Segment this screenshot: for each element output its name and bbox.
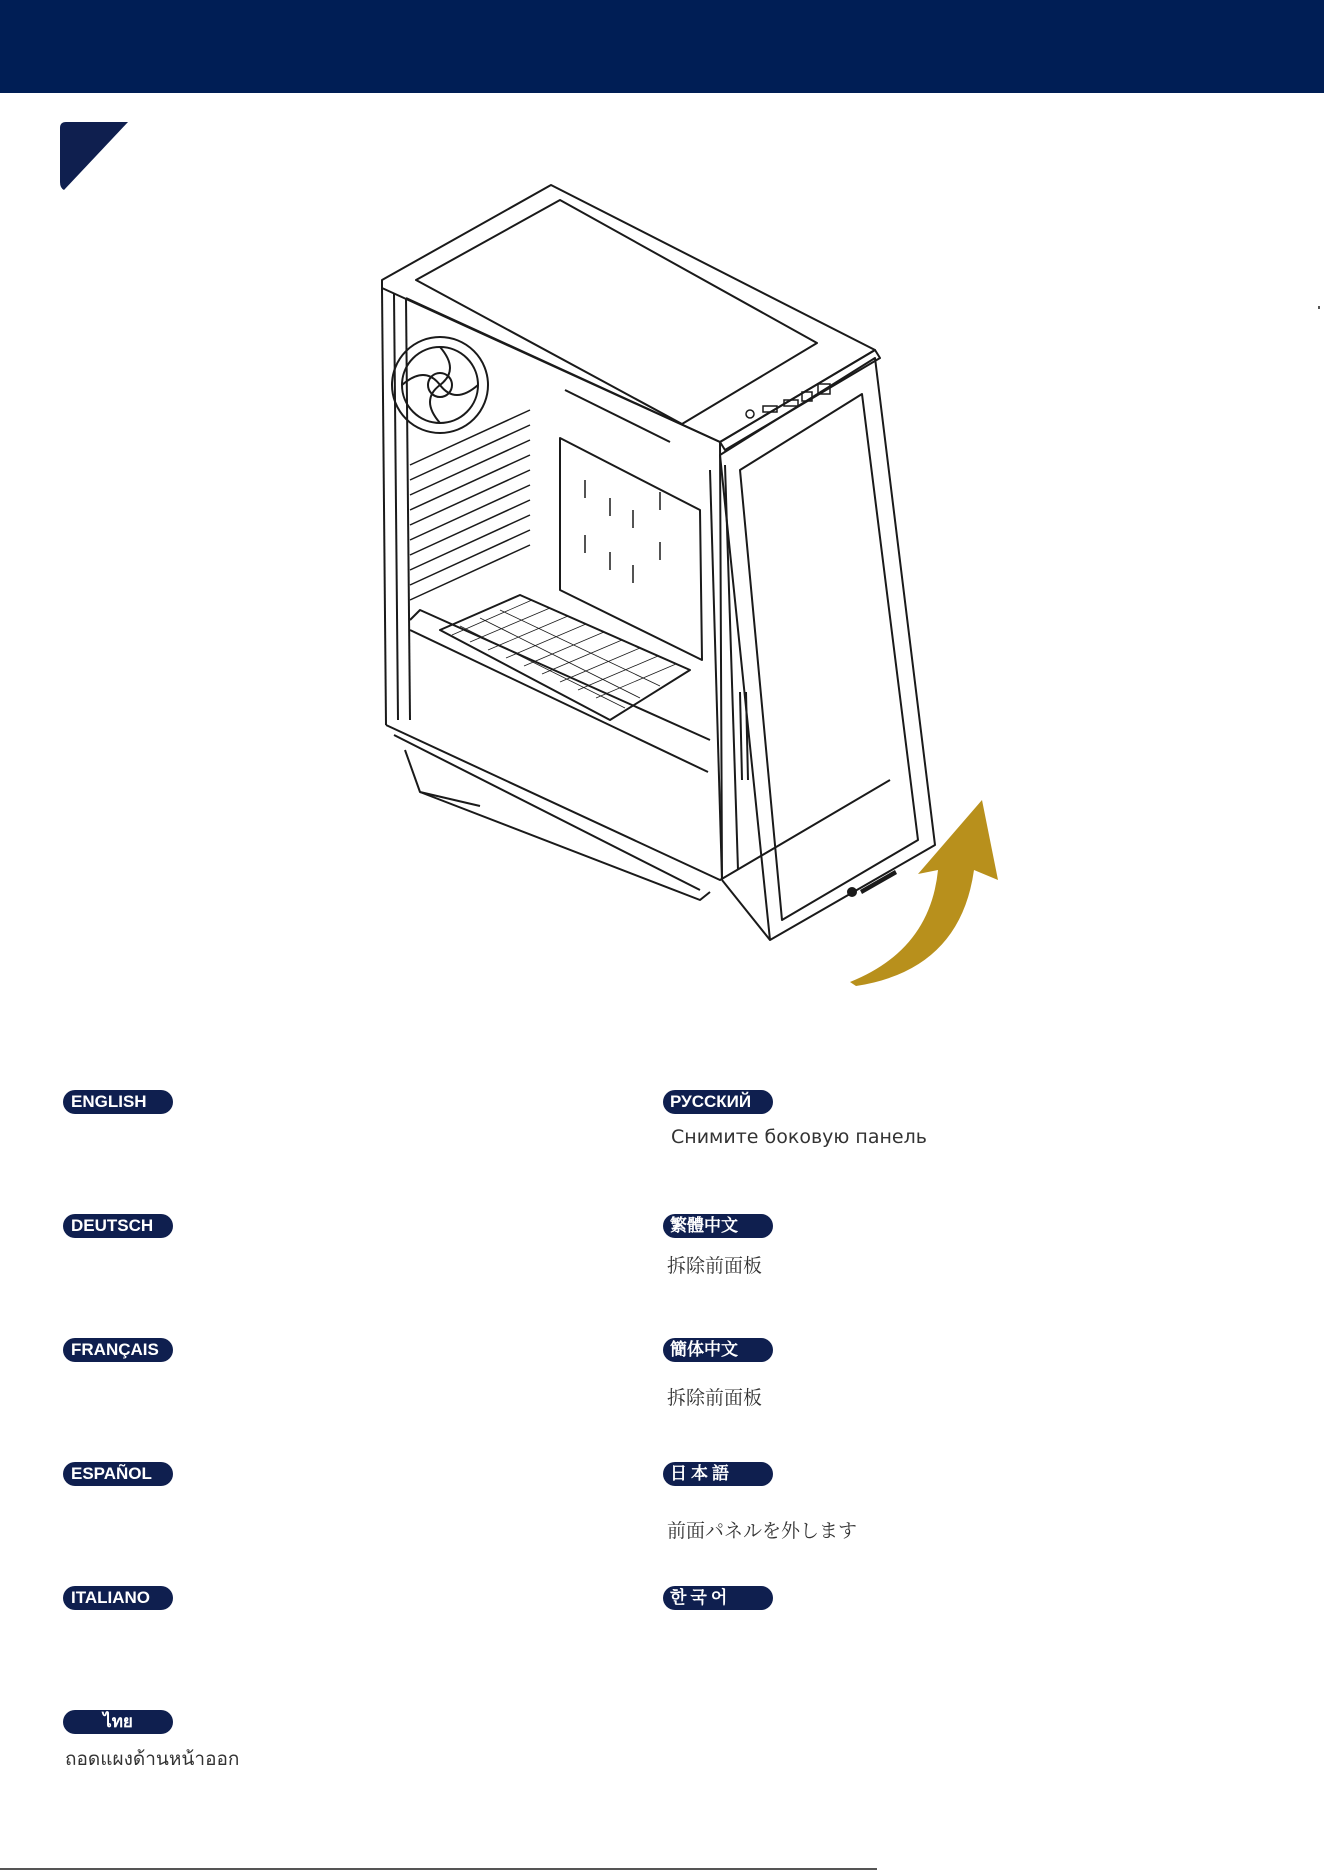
lang-badge-italiano: ITALIANO (63, 1586, 173, 1610)
lang-badge-russian: РУССКИЙ (663, 1090, 773, 1114)
lang-badge-korean: 한국어 (663, 1586, 773, 1610)
lang-badge-francais: FRANÇAIS (63, 1338, 173, 1362)
pc-case-illustration (370, 180, 1030, 1000)
stray-mark (1318, 306, 1320, 309)
header-bar (0, 0, 1324, 93)
russian-text: Снимите боковую панель (671, 1126, 927, 1148)
lang-badge-thai: ไทย (63, 1710, 173, 1734)
simplified-chinese-text: 拆除前面板 (667, 1387, 763, 1409)
footer-divider (0, 1868, 877, 1870)
traditional-chinese-text: 拆除前面板 (667, 1255, 763, 1277)
thai-text: ถอดแผงด้านหน้าออก (65, 1748, 240, 1770)
lang-badge-deutsch: DEUTSCH (63, 1214, 173, 1238)
lang-badge-espanol: ESPAÑOL (63, 1462, 173, 1486)
triangle-step-icon (60, 122, 132, 190)
curved-arrow-icon (850, 800, 998, 986)
japanese-text: 前面パネルを外します (667, 1520, 858, 1542)
lang-badge-japanese: 日本語 (663, 1462, 773, 1486)
lang-badge-traditional-chinese: 繁體中文 (663, 1214, 773, 1238)
lang-badge-simplified-chinese: 簡体中文 (663, 1338, 773, 1362)
lang-badge-english: ENGLISH (63, 1090, 173, 1114)
